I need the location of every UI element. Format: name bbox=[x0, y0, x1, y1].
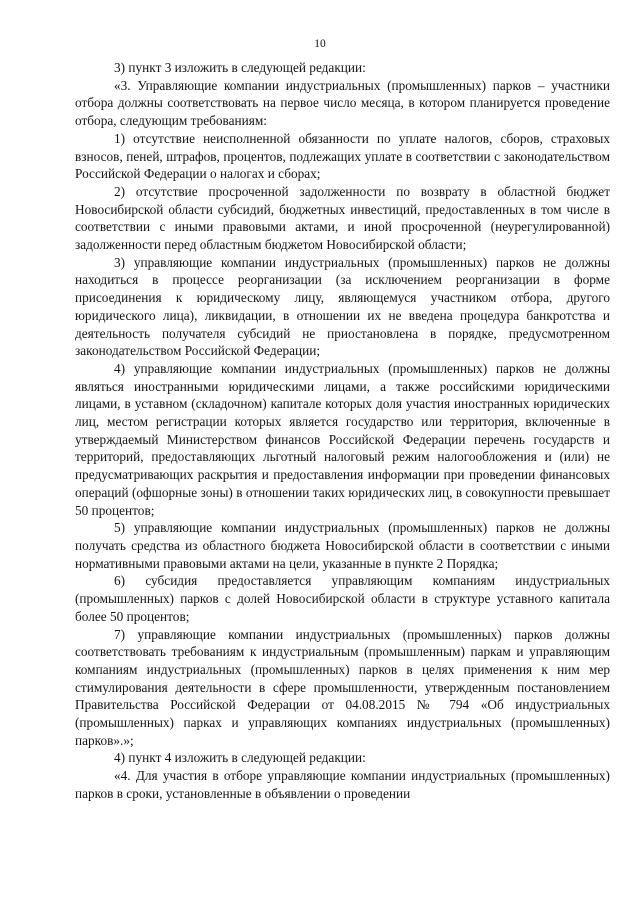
paragraph-requirement-2: 2) отсутствие просроченной задолженности по возврату в областной бюджет Новосибирской области субсидий, бюджетных инвестиций, предоставленных в том числе в соответствии с иными правовыми актами, и иной просроченной (неурегулированной) задолженности перед областным бюджетом Новосибирской области; bbox=[75, 183, 610, 253]
paragraph-clause-4-heading: «4. Для участия в отборе управляющие компании индустриальных (промышленных) парков в сроки, установленные в объявлении о проведении bbox=[75, 768, 610, 801]
paragraph-requirement-7: 7) управляющие компании индустриальных (промышленных) парков должны соответствовать требованиям к индустриальным (промышленным) паркам и управляющим компаниям индустриальных (промышленных) парков в целях применения к ним мер стимулирования деятельности в сфере промышленности, утвержденным постановлением Правительства Российской Федерации от 04.08.2015 № 794 «Об индустриальных (промышленных) парках и управляющих компаниях индустриальных (промышленных) парков».»; bbox=[75, 626, 610, 748]
paragraph-requirement-6: 6) субсидия предоставляется управляющим компаниям индустриальных (промышленных) парков с долей Новосибирской области в структуре уставного капитала более 50 процентов; bbox=[75, 573, 610, 624]
paragraph-item-4-amendment-intro: 4) пункт 4 изложить в следующей редакции: bbox=[114, 750, 366, 766]
paragraph-requirement-4: 4) управляющие компании индустриальных (промышленных) парков не должны являться иностранными юридическими лицами, а также российскими юридическими лицами, в уставном (складочном) капитале которых доля участия иностранных юридических лиц, местом регистрации которых является государство или территория, включенные в утверждаемый Министерством финансов Российской Федерации перечень государств и территорий, предоставляющих льготный налоговый режим налогообложения и (или) не предусматривающих раскрытия и предоставления информации при проведении финансовых операций (офшорные зоны) в отношении таких юридических лиц, в совокупности превышает 50 процентов; bbox=[75, 360, 610, 518]
paragraph-requirement-1: 1) отсутствие неисполненной обязанности по уплате налогов, сборов, страховых взносов, пеней, штрафов, процентов, подлежащих уплате в соответствии с законодательством Российской Федерации о налогах и сборах; bbox=[75, 130, 610, 182]
document-body bbox=[75, 59, 610, 803]
page-number: 10 bbox=[314, 38, 326, 50]
paragraph-clause-3-heading: «3. Управляющие компании индустриальных (промышленных) парков – участники отбора должны соответствовать на первое число месяца, в котором планируется проведение отбора, следующим требованиям: bbox=[75, 77, 610, 129]
paragraph-requirement-5: 5) управляющие компании индустриальных (промышленных) парков не должны получать средства из областного бюджета Новосибирской области в соответствии с иными нормативными правовыми актами на цели, указанные в пункте 2 Порядка; bbox=[75, 520, 610, 571]
paragraph-requirement-3: 3) управляющие компании индустриальных (промышленных) парков не должны находиться в процессе реорганизации (за исключением реорганизации в форме присоединения к юридическому лицу, являющемуся участником отбора, другого юридического лица), ликвидации, в отношении их не введена процедура банкротства и деятельность получателя субсидий не приостановлена в порядке, предусмотренном законодательством Российской Федерации; bbox=[75, 254, 610, 359]
paragraph-item-3-amendment-intro: 3) пункт 3 изложить в следующей редакции: bbox=[114, 60, 366, 75]
